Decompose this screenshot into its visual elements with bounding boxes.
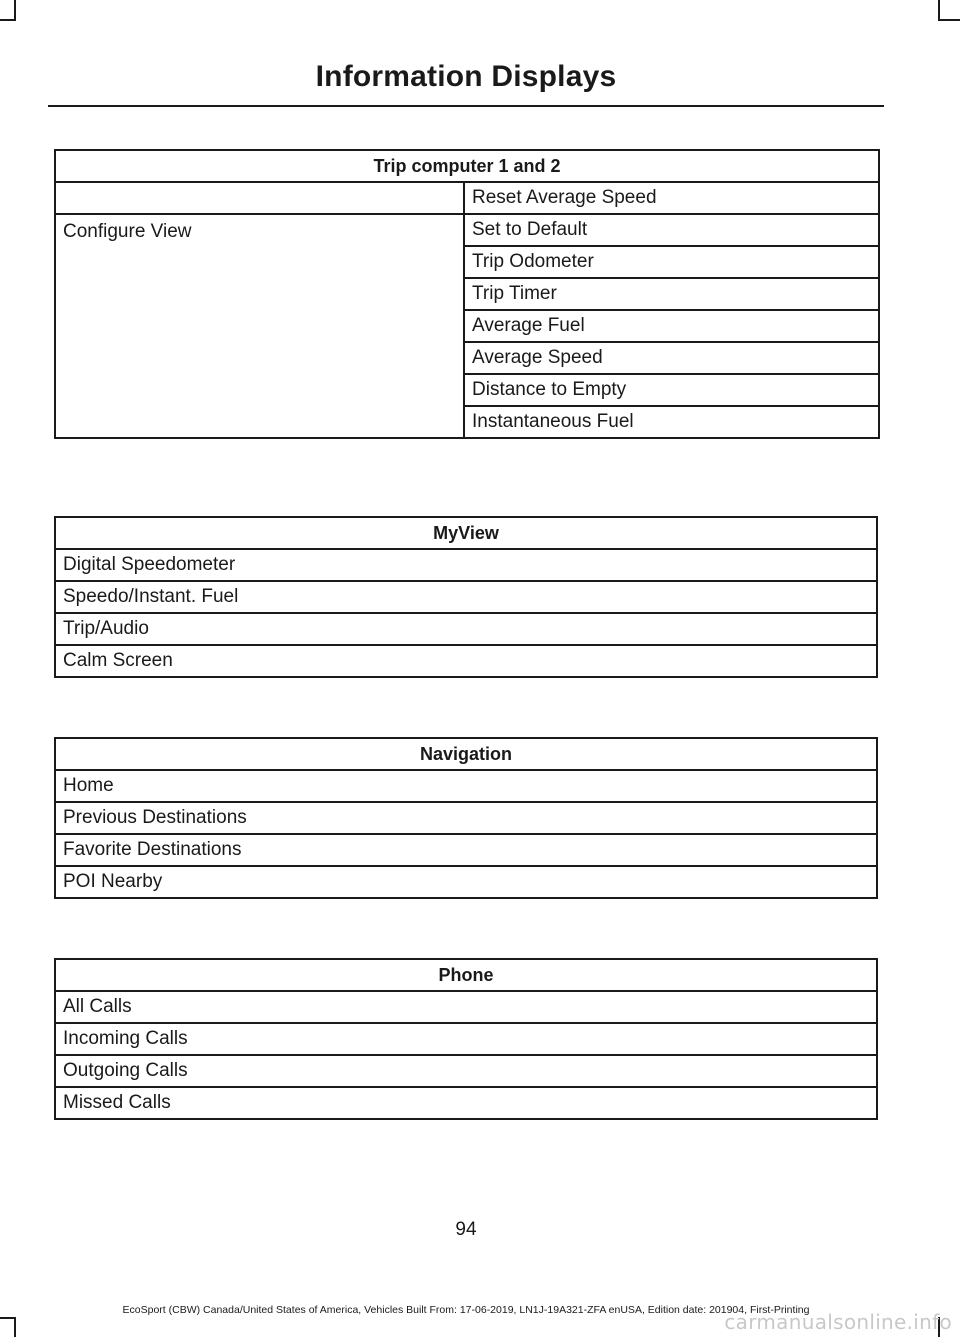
table-caption: Phone — [55, 959, 877, 991]
table-cell: Trip Timer — [464, 278, 879, 310]
table-row: All Calls — [55, 991, 877, 1023]
table-cell: Reset Average Speed — [464, 182, 879, 214]
crop-mark — [938, 0, 940, 20]
page-title: Information Displays — [315, 60, 617, 93]
crop-mark — [938, 19, 960, 21]
table-cell: Trip Odometer — [464, 246, 879, 278]
watermark: carmanualsonline.info — [724, 1310, 952, 1334]
table-row: Speedo/Instant. Fuel — [55, 581, 877, 613]
footer-text: EcoSport (CBW) Canada/United States of America, Vehicles Built From: 17-06-2019, LN1J-19A321-ZFA enUSA, Edition date: 201904, First-Printing — [122, 1304, 810, 1316]
table-row: Digital Speedometer — [55, 549, 877, 581]
crop-mark — [0, 19, 16, 21]
table-cell: Average Speed — [464, 342, 879, 374]
table-cell: Average Fuel — [464, 310, 879, 342]
myview-table — [54, 516, 878, 678]
table-row: Incoming Calls — [55, 1023, 877, 1055]
trip-computer-table — [54, 149, 880, 439]
table-caption: Navigation — [55, 738, 877, 770]
table-row: POI Nearby — [55, 866, 877, 898]
phone-table — [54, 958, 878, 1120]
table-cell: Distance to Empty — [464, 374, 879, 406]
table-row: Outgoing Calls — [55, 1055, 877, 1087]
header-divider — [48, 105, 884, 107]
table-row: Missed Calls — [55, 1087, 877, 1119]
crop-mark — [14, 0, 16, 20]
page-number: 94 — [455, 1219, 477, 1240]
table-row: Calm Screen — [55, 645, 877, 677]
navigation-table — [54, 737, 878, 899]
crop-mark — [14, 1317, 16, 1337]
table-row: Trip/Audio — [55, 613, 877, 645]
table-row: Home — [55, 770, 877, 802]
crop-mark — [0, 1317, 16, 1319]
table-row: Favorite Destinations — [55, 834, 877, 866]
table-cell-empty — [55, 182, 464, 214]
table-caption: Trip computer 1 and 2 — [55, 150, 879, 182]
table-caption: MyView — [55, 517, 877, 549]
table-cell: Set to Default — [464, 214, 879, 246]
table-row: Previous Destinations — [55, 802, 877, 834]
table-cell-configure-view: Configure View — [55, 214, 464, 438]
table-cell: Instantaneous Fuel — [464, 406, 879, 438]
